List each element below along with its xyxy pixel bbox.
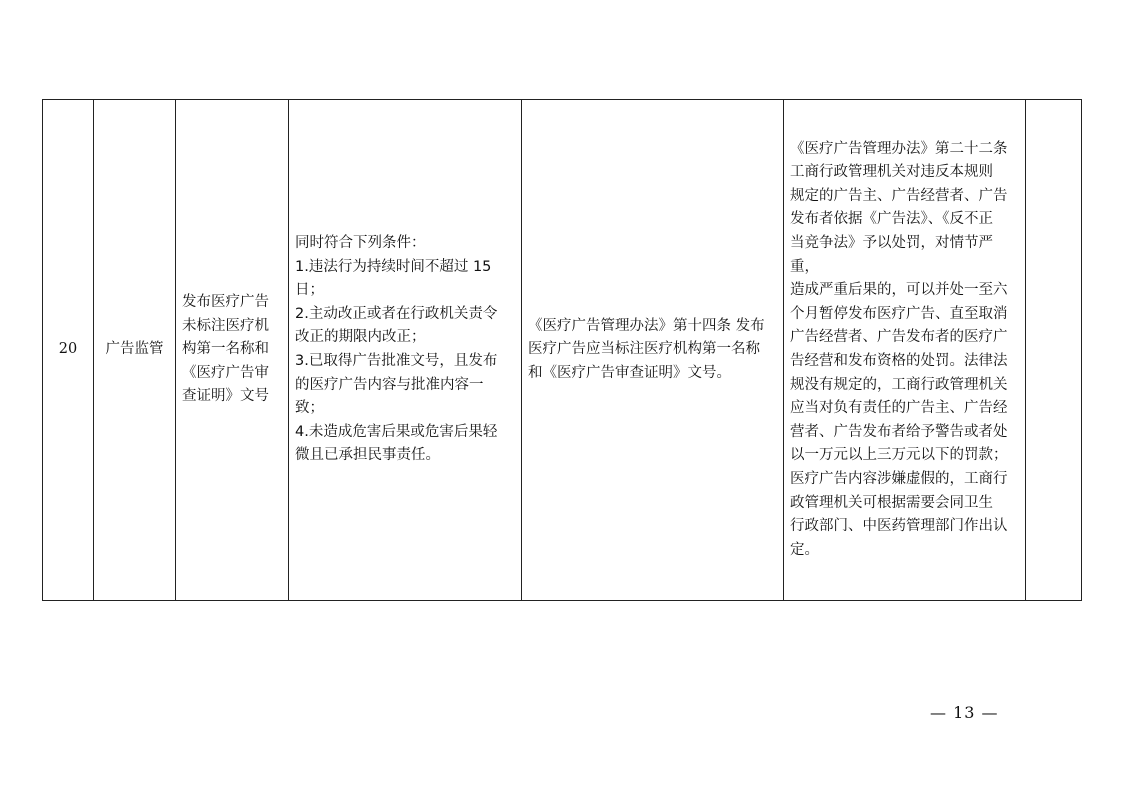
text-line: 医疗广告内容涉嫌虚假的，工商行 (790, 470, 1008, 487)
text-line: 定。 (790, 541, 819, 558)
text-line: 造成严重后果的，可以并处一至六 (790, 282, 1008, 299)
text-line: 当竞争法》予以处罚，对情节严重， (790, 235, 993, 275)
text-line: 未标注医疗机 (182, 317, 269, 334)
text-line: 《医疗广告管理办法》第十四条 发布 (528, 317, 765, 334)
text-line: 和《医疗广告审查证明》文号。 (528, 364, 731, 381)
text-line: 日； (295, 282, 324, 299)
text-line: 工商行政管理机关对违反本规则 (790, 164, 993, 181)
table-row (43, 100, 1082, 601)
text-line: 告经营和发布资格的处罚。法律法 (790, 353, 1008, 369)
regulation-table (42, 99, 1082, 601)
text-line: 查证明》文号 (182, 388, 269, 405)
text-line: 发布者依据《广告法》、《反不正 (790, 211, 993, 228)
text-line: 以一万元以上三万元以下的罚款； (790, 447, 1008, 464)
page-number: — 13 — (930, 703, 999, 722)
text-line: 2.主动改正或者在行政机关责令 (295, 305, 498, 322)
row-number-cell: 20 (43, 100, 94, 601)
text-line: 《医疗广告审 (182, 364, 269, 381)
violation-basis-cell (522, 100, 784, 601)
text-line: 医疗广告应当标注医疗机构第一名称 (528, 341, 760, 358)
text-line: 改正的期限内改正； (295, 329, 426, 346)
conditions-cell (289, 100, 522, 601)
text-line: 4.未造成危害后果或危害后果轻 (295, 423, 498, 440)
text-line: 同时符合下列条件： (295, 235, 426, 252)
text-line: 发布医疗广告 (182, 294, 269, 311)
text-line: 营者、广告发布者给予警告或者处 (790, 423, 1008, 440)
text-line: 的医疗广告内容与批准内容一 (295, 376, 484, 393)
text-line: 应当对负有责任的广告主、广告经 (790, 400, 1008, 417)
text-line: 广告经营者、广告发布者的医疗广 (790, 329, 1008, 346)
text-line: 行政部门、中医药管理部门作出认 (790, 518, 1008, 535)
domain-cell: 广告监管 (94, 100, 176, 601)
text-line: 《医疗广告管理办法》第二十二条 (790, 140, 1008, 157)
text-line: 规定的广告主、广告经营者、广告 (790, 187, 1008, 204)
text-line: 规没有规定的，工商行政管理机关 (790, 376, 1008, 393)
text-line: 致； (295, 400, 324, 417)
text-line: 3.已取得广告批准文号，且发布 (295, 353, 498, 369)
text-line: 个月暂停发布医疗广告、直至取消 (790, 305, 1008, 322)
remarks-cell (1026, 100, 1082, 601)
penalty-basis-cell (784, 100, 1026, 601)
text-line: 微且已承担民事责任。 (295, 447, 440, 464)
violation-matter-cell (176, 100, 289, 601)
text-line: 1.违法行为持续时间不超过 15 (295, 258, 492, 275)
text-line: 政管理机关可根据需要会同卫生 (790, 494, 993, 511)
text-line: 构第一名称和 (182, 341, 269, 358)
